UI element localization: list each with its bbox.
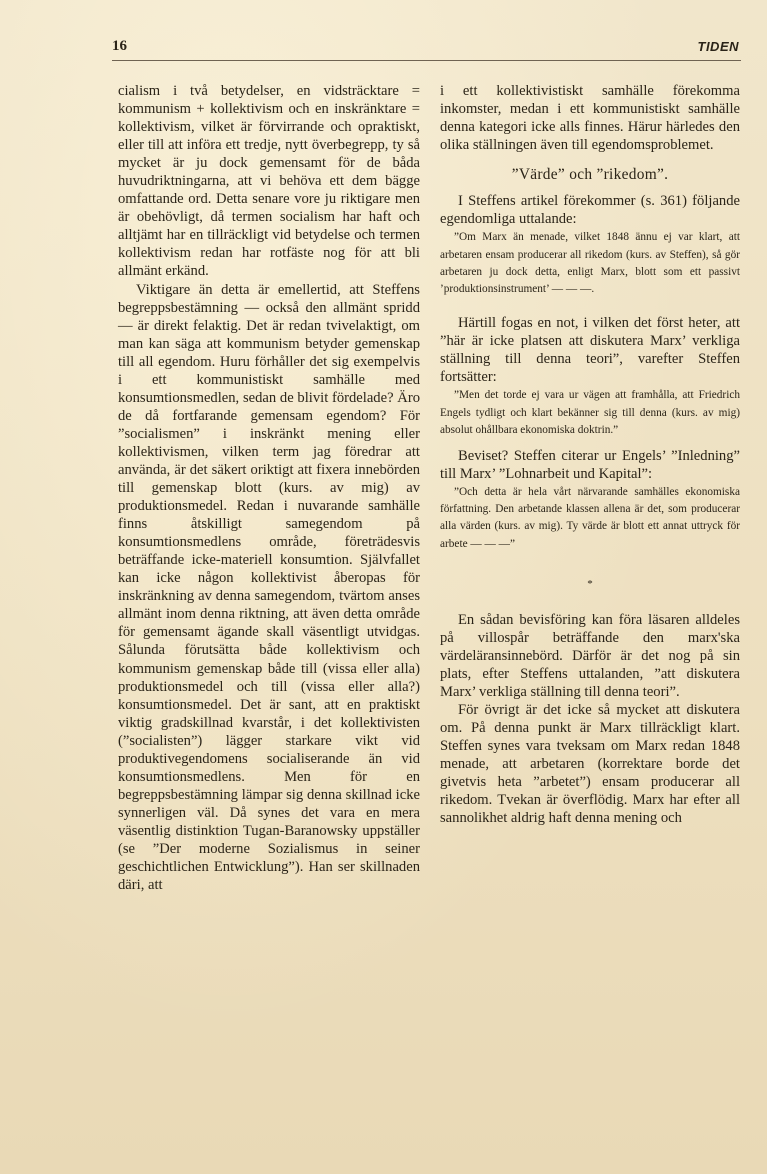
section-divider-asterisk: * [587, 577, 593, 590]
quote-steffen-note: ”Men det torde ej vara ur vägen att framhålla, att Friedrich Engels tydligt och klart bekänner sig till denna (kurs. av mig) absolut ohållbara ekonomiska doktrin.” [440, 389, 740, 436]
left-paragraph-1: cialism i två betydelser, en vidsträcktare = kommunism + kollektivism och en inskränktare = kollektivism, vilket är förvirrande och opraktiskt, eller till att införa ett tredje, nytt överbegrepp, ty så mycket är ju dock gemensamt för de båda huvudriktningarna, att vi behöva ett dem bägge omfattande ord. Detta senare vore ju riktigare men är obehövligt, då termen socialism har haft och alltjämt har en tillräckligt vid betydelse och termen kollektivism redan har rotfäste nog för att bli allmänt erkänd. [118, 83, 420, 280]
right-paragraph-2: Härtill fogas en not, i vilken det först heter, att ”här är icke platsen att diskutera Marx’ verkliga ställning till denna teori”, varefter Steffen fortsätter: [440, 315, 740, 386]
journal-title: TIDEN [697, 39, 739, 54]
right-paragraph-4: En sådan bevisföring kan föra läsaren alldeles på villospår beträffande den marx'ska värdeläransinnebörd. Därför är det nog på sin plats, efter Steffens uttalanden, ”att diskutera Marx’ verkliga ställning till denna teori”. [440, 611, 740, 701]
right-paragraph-5: För övrigt är det icke så mycket att diskutera om. På denna punkt är Marx tillräckligt klart. Steffen synes vara tveksam om Marx redan 1848 menade, att arbetaren (korrektare borde det givetvis heta ”arbetet”) ensam producerar all rikedom. Tvekan är överflödig. Marx har efter all sannolikhet aldrig haft denna mening och [440, 702, 740, 827]
right-intro-paragraph: i ett kollektivistiskt samhälle förekomma inkomster, medan i ett kommunistiskt samhälle denna kategori icke alls finnes. Härur härledes den olika ställningen även till egendomsproblemet. [440, 83, 740, 154]
left-column [118, 82, 420, 894]
quote-engels: ”Och detta är hela vårt närvarande samhälles ekonomiska författning. Den arbetande klassen allena är det, som producerar alla värden (kurs. av mig). Ty värde är blott ett annat uttryck för arbete — — —” [440, 486, 740, 550]
right-paragraph-1: I Steffens artikel förekommer (s. 361) följande egendomliga uttalande: [440, 193, 740, 228]
spacer [440, 306, 740, 314]
quote-steffens: ”Om Marx än menade, vilket 1848 ännu ej var klart, att arbetaren ensam producerar all rikedom (kurs. av Steffen), så gör arbetaren ju dock detta, enligt Marx, blott som ett passivt ’produktionsinstrument’ — — —. [440, 231, 740, 295]
right-column [440, 82, 740, 827]
right-paragraph-3: Beviset? Steffen citerar ur Engels’ ”Inledning” till Marx’ ”Lohnarbeit und Kapital”: [440, 447, 740, 482]
page-number: 16 [112, 38, 127, 54]
header-rule [112, 60, 741, 61]
section-heading: ”Värde” och ”rikedom”. [511, 166, 669, 184]
left-paragraph-2: Viktigare än detta är emellertid, att Steffens begreppsbestämning — också den allmänt spridd — är direkt felaktig. Det är redan tvivelaktigt, om man kan säga att kommunism betyder gemenskap till all egendom. Huru förhåller det sig exempelvis i ett kommunistiskt samhälle med konsumtionsmedlen, sedan de blivit fördelade? Äro de då fortfarande gemensam egendom? För ”socialismen” i inskränkt mening eller kollektivismen, vilken term jag föredrar att använda, är det säkert oriktigt att fixera innebörden till gemenskap blott (kurs. av mig) av produktionsmedel. Redan i nuvarande samhälle finns åtskilligt samegendom på konsumtionsmedlens område, företrädesvis beträffande icke-materiell konsumtion. Självfallet kan icke någon kollektivist åberopas för inskränkning av denna samegendom, tvärtom anses allmänt inom denna riktning, att även detta område för gemensamt ägande skall väsentligt utvidgas. Sålunda förutsätta både kollektivism och kommunism gemenskap både till (vissa eller alla) produktionsmedel och till (vissa eller alla?) konsumtionsmedel. Det är sant, att en praktiskt viktig gradskillnad kvarstår, i det kollektivisten (”socialisten”) lägger starkare vikt vid produktivegendomens socialiserande än vid konsumtionsmedlens. Men för en begreppsbestämning lämpar sig denna skillnad icke synnerligen väl. Då synes det vara en mera väsentlig distinktion Tugan-Baranowsky uppställer (se ”Der moderne Sozialismus in seiner geschichtlichen Entwicklung”). Han ser skillnaden däri, att [118, 281, 420, 894]
